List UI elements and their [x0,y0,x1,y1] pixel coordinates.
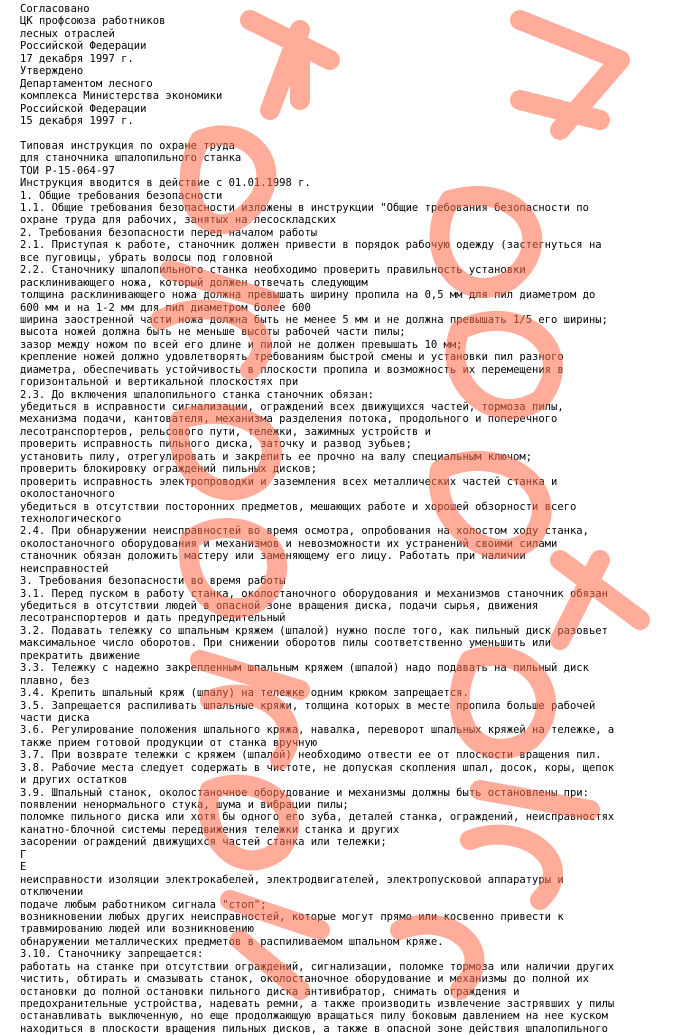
document-line: 3.10. Станочнику запрещается: [20,948,204,961]
document-line: возникновении любых других неисправностей, которые могут прямо или косвенно привести к [20,910,564,923]
document-line: максимальное число оборотов. При снижении оборотов пилы соответственно уменьшить или [20,637,552,650]
document-line: лесных отраслей [20,27,115,40]
document-line: поломке пильного диска или хотя бы одного его зуба, деталей станка, ограждений, неисправностях [20,811,615,824]
document-line: околостаночного оборудования и механизмов и невозможности их устранений своими силами [20,537,558,550]
document-line: крепление ножей должно удовлетворять требованиям быстрой смены и установки пил разного [20,351,564,364]
document-line: горизонтальной и вертикальной плоскостях при [20,376,299,389]
document-line: лесотранспортеров, рельсового пути, тележки, зажимных устройств и [20,425,431,438]
document-line: диаметра, обеспечивать устойчивость в плоскости пропила и возможность их перемещения в [20,363,564,376]
document-line: 15 декабря 1997 г. [20,114,134,127]
document-line: комплекса Министерства экономики [20,90,223,103]
document-line: части диска [20,711,90,724]
document-line: 3.9. Шпальный станок, околостаночное оборудование и механизмы должны быть остановлены при: [20,786,589,799]
document-line: Е [20,861,27,874]
document-line: отключении [20,886,84,899]
document-line: технологического [20,512,122,525]
document-line: убедиться в отсутствии людей в опасной зоне вращения диска, подачи сырья, движения [20,600,539,612]
document-line: Российской Федерации [20,40,147,53]
document-line: Согласовано [20,3,90,15]
document-line: механизма подачи, кантователя, механизма разделения потока, продольного и поперечного [20,413,558,426]
document-line: 3.4. Крепить шпальный кряж (шпалу) на тележке одним крюком запрещается. [20,687,469,700]
document-line: ЦК профсоюза работников [20,15,166,28]
document-line: зазор между ножом по всей его длине и пилой не должен превышать 10 мм; [20,338,463,351]
document-line: травмированию людей или возникновению [20,923,254,936]
document-line: 2.3. До включения шпалопильного станка станочник обязан: [20,388,375,401]
document-line [20,127,700,139]
document-line: 3.1. Перед пуском в работу станка, околостаночного оборудования и механизмов станочник обязан [20,587,608,600]
document-line: 3.2. Подавать тележку со шпальным кряжем (шпалой) нужно после того, как пильный диск разовьет [20,624,608,637]
document-line: для станочника шпалопильного станка [20,152,242,165]
document-line: проверить блокировку ограждений пильных дисков; [20,463,318,476]
document-line: Российской Федерации [20,102,147,115]
document-line: 3.6. Регулирование положения шпального кряжа, навалка, переворот шпальных кряжей на тележке, а [20,724,615,737]
document-line: неисправности изоляции электрокабелей, электродвигателей, электропусковой аппаратуры и [20,873,564,886]
document-line: канатно-блочной системы передвижения тележки станка и других [20,823,400,836]
document-line: плавно, без [20,674,90,687]
document-line: 3.7. При возврате тележки с кряжем (шпалой) необходимо отвести ее от плоскости вращения пил. [20,749,602,762]
document-line: неисправностей [20,562,109,575]
document-line: 2.1. Приступая к работе, станочник должен привести в порядок рабочую одежду (застегнуться на [20,239,602,252]
document-line: 2. Требования безопасности перед началом работы [20,226,318,239]
document-line: станочник обязан доложить мастеру или заменяющему его лицу. Работать при наличии [20,550,526,563]
document-line: охране труда для рабочих, занятых на лесоскладских [20,214,337,227]
document-line: проверить исправность электропроводки и заземления всех металлических частей станка и [20,475,558,488]
document-line: проверить исправность пильного диска, заточку и развод зубьев; [20,438,412,451]
document-line: 1.1. Общие требования безопасности изложены в инструкции "Общие требования безопасности по [20,202,589,214]
document-line: Инструкция вводится в действие с 01.01.1998 г. [20,177,311,190]
document-line: 1. Общие требования безопасности [20,189,223,202]
document-line: 2.4. При обнаружении неисправностей во время осмотра, опробования на холостом ходу станка, [20,525,589,538]
document-line: высота ножей должна быть не меньше высоты рабочей части пилы; [20,326,406,339]
document-line: околостаночного [20,488,115,501]
document-line: остановки до полной остановки пильного диска антивибратор, снимать ограждения и [20,985,520,998]
document-line: 2.2. Станочнику шпалопильного станка необходимо проверить правильность установки [20,264,526,277]
document-line: и других остатков [20,774,128,787]
document-line: Утверждено [20,65,84,78]
document-line: подаче любым работником сигнала "стоп"; [20,898,267,911]
document-line: работать на станке при отсутствии ограждений, сигнализации, поломке тормоза или наличии других [20,960,615,973]
document-line: чистить, обтирать и смазывать станок, околостаночное оборудование и механизмы до полной их [20,973,589,986]
document-line: 3.5. Запрещается распиливать шпальные кряжи, толщина которых в месте пропила больше рабочей [20,699,596,712]
document-line: 3.3. Тележку с надежно закрепленным шпальным кряжем (шпалой) надо подавать на пильный диск [20,662,589,675]
document-line: останавливать выключенную, но еще продолжающую вращаться пилу боковым давлением на нее куском [20,1010,608,1023]
document-line: Департаментом лесного [20,77,153,90]
document-line: 600 мм и на 1-2 мм для пил диаметром более 600 [20,301,311,314]
document-line: лесотранспортеров и дать предупредительный [20,612,286,625]
document-line: прекратить движение [20,649,141,662]
document-line: 17 декабря 1997 г. [20,52,134,65]
document-line: 3. Требования безопасности во время работы [20,575,286,588]
document-line: установить пилу, отрегулировать и закрепить ее прочно на валу специальным ключом; [20,450,533,463]
document-line: засорении ограждений движущихся частей станка или тележки; [20,836,387,849]
document-line: находиться в плоскости вращения пильных дисков, а также в опасной зоне действия шпалопильного [20,1022,608,1035]
document-line: Г [20,848,27,861]
document-line: также прием готовой продукции от станка вручную [20,736,318,749]
document-line: предохранительные устройства, надевать ремни, а также производить извлечение застрявших у пилы [20,998,615,1010]
document-line: расклинивающего ножа, который должен отвечать следующим [20,276,368,289]
document-line: убедиться в отсутствии посторонних предметов, мешающих работе и хорошей обзорности всего [20,500,577,513]
document-line: 3.8. Рабочие места следует содержать в чистоте, не допуская скопления шпал, досок, коры, щепок [20,761,615,774]
document-line: убедиться в исправности сигнализации, ограждений всех движущихся частей, тормоза пилы, [20,401,564,413]
document-line: толщина расклинивающего ножа должна превышать ширину пропила на 0,5 мм для пил диаметром до [20,289,596,302]
document-line: обнаружении металлических предметов в распиливаемом шпальном кряже. [20,935,444,948]
document-line: ТОИ Р-15-064-97 [20,164,115,177]
document-line: все пуговицы, убрать волосы под головной [20,251,273,264]
document-line: Типовая инструкция по охране труда [20,139,235,152]
document-line: появлении ненормального стука, шума и вибрации пилы; [20,799,349,811]
document-line: ширина заостренной части ножа должна быть не менее 5 мм и не должна превышать 1/5 его ширины; [20,313,608,326]
